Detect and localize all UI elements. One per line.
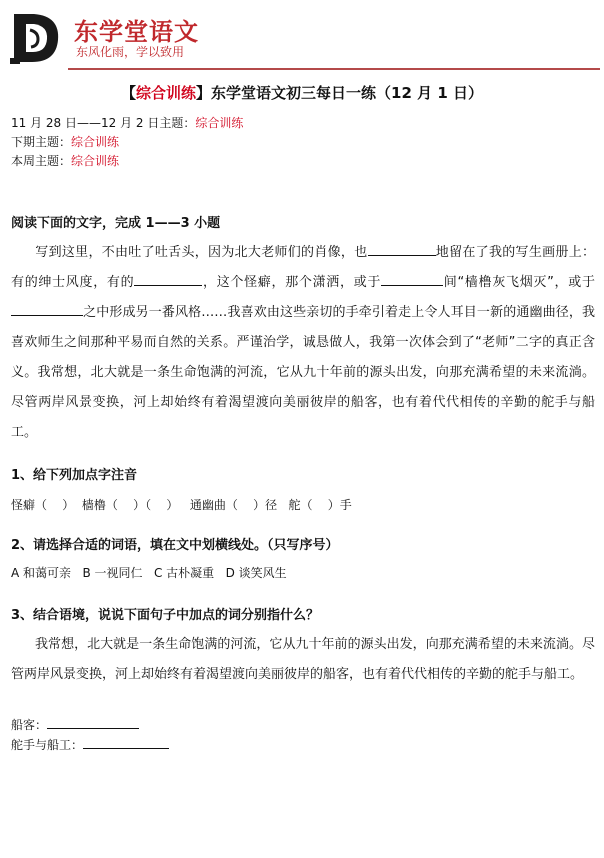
header bbox=[8, 10, 600, 66]
q2-heading: 2、请选择合适的词语，填在文中划横线处。（只写序号） bbox=[11, 538, 339, 553]
reading-passage: 写到这里，不由吐了吐舌头，因为北大老师们的肖像，也 地留在了我的写生画册上：有的绅士风度，有的 ，这个怪癖，那个潇洒，或于 间“樯橹灰飞烟灭”，或于之中形成另一番风格……我喜欢由这些亲切的手牵引着走上令人耳目一新的通幽曲径，我喜欢师生之间那种平易而自然的关系。严谨治学，诚恳做人，我第一次体会到了“老师”二字的真正含义。我常想，北大就是一条生命饱满的河流，它从九十年前的源头出发，向那充满希望的未来流淌。尽管两岸风景变换，河上却始终有着渴望渡向美丽彼岸的船客，也有着代代相传的辛勤的舵手与船工。 bbox=[11, 238, 595, 448]
answer-blank-helmsman[interactable] bbox=[83, 734, 169, 749]
page-title bbox=[0, 82, 604, 103]
title-keyword: 综合训练 bbox=[136, 84, 197, 102]
q2-options: A 和蔼可亲 B 一视同仁 C 古朴凝重 D 谈笑风生 bbox=[11, 566, 287, 580]
theme-line-current: 11 月 28 日——12 月 2 日主题：综合训练 bbox=[11, 116, 244, 130]
brand-name: 东学堂语文 bbox=[74, 17, 199, 46]
answer-line-helmsman: 舵手与船工： bbox=[11, 734, 169, 753]
header-divider bbox=[68, 68, 600, 70]
fill-blank-2[interactable] bbox=[134, 271, 202, 286]
q1-heading: 1、给下列加点字注音 bbox=[11, 468, 138, 483]
q1-items: 怪癖（ ） 樯橹（ ）（ ） 通幽曲（ ）径 舵（ ）手 bbox=[11, 498, 352, 512]
theme-line-next: 下期主题：综合训练 bbox=[11, 135, 120, 149]
fill-blank-4[interactable] bbox=[11, 301, 83, 316]
brand-slogan: 东风化雨，学以致用 bbox=[76, 45, 185, 59]
title-bracket-close: 】 bbox=[196, 84, 212, 102]
theme-info bbox=[11, 114, 243, 171]
theme-line-week: 本周主题：综合训练 bbox=[11, 154, 120, 168]
q3-passage: 我常想，北大就是一条生命饱满的河流，它从九十年前的源头出发，向那充满希望的未来流淌。尽管两岸风景变换，河上却始终有着渴望渡向美丽彼岸的船客，也有着代代相传的辛勤的舵手与船工。 bbox=[11, 637, 595, 682]
title-rest: 东学堂语文初三每日一练（12 月 1 日） bbox=[211, 84, 484, 102]
brand-logo-icon bbox=[8, 10, 64, 66]
fill-blank-1[interactable] bbox=[368, 241, 436, 256]
answer-blank-passenger[interactable] bbox=[47, 714, 139, 729]
reading-heading: 阅读下面的文字，完成 1——3 小题 bbox=[11, 216, 221, 231]
answer-line-passenger: 船客： bbox=[11, 714, 139, 733]
title-bracket-open: 【 bbox=[120, 84, 136, 102]
fill-blank-3[interactable] bbox=[381, 271, 443, 286]
q3-heading: 3、结合语境，说说下面句子中加点的词分别指什么？ bbox=[11, 608, 320, 623]
